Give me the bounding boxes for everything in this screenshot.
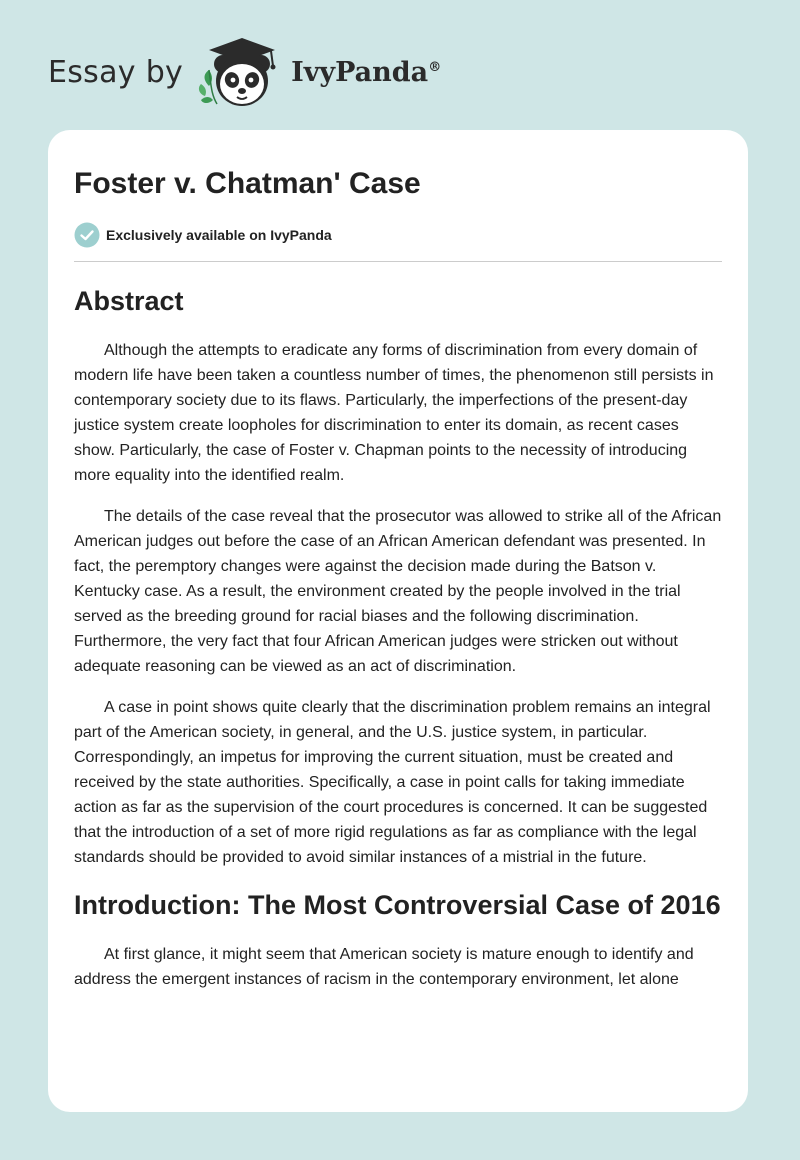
essay-card [48, 130, 748, 1112]
brand-prefix: Essay by [48, 54, 184, 90]
checkmark-circle-icon [74, 222, 100, 248]
paragraph: Although the attempts to eradicate any forms of discrimination from every domain of modern life have been taken a countless number of times, the phenomenon still persists in contemporary society due to its flaws. Particularly, the imperfections of the present-day justice system create loopholes for discrimination to enter its domain, as recent cases show. Particularly, the case of Foster v. Chapman points to the necessity of introducing more equality into the identified realm. [74, 342, 714, 484]
title-divider [74, 261, 722, 262]
paragraph: The details of the case reveal that the prosecutor was allowed to strike all of the African American judges out before the case of an African American defendant was presented. In fact, the peremptory changes were against the decision made during the Batson v. Kentucky case. As a result, the environment created by the people involved in the trial served as the breeding ground for racial biases and the following discrimination. Furthermore, the very fact that four African American judges were stricken out without adequate reasoning can be viewed as an act of discrimination. [74, 508, 722, 675]
exclusive-badge [74, 222, 722, 248]
exclusive-badge-text: Exclusively available on IvyPanda [106, 227, 332, 243]
brand-name: IvyPanda® [291, 56, 442, 88]
section-heading-abstract: Abstract [74, 286, 184, 316]
panda-logo-icon[interactable] [195, 34, 287, 110]
essay-title: Foster v. Chatman' Case [74, 167, 421, 200]
brand-header [48, 34, 441, 110]
paragraph: A case in point shows quite clearly that the discrimination problem remains an integral part of the American society, in general, and the U.S. justice system, in particular. Correspondingly, an impetus for improving the current situation, must be created and received by the state authorities. Specifically, a case in point calls for taking immediate action as far as the supervision of the court procedures is concerned. It can be suggested that the introduction of a set of more rigid regulations as far as compliance with the legal standards should be provided to avoid similar instances of a mistrial in the future. [74, 699, 711, 866]
section-heading-introduction: Introduction: The Most Controversial Case of 2016 [74, 890, 721, 920]
paragraph: At first glance, it might seem that American society is mature enough to identify and address the emergent instances of racism in the contemporary environment, let alone [74, 946, 694, 988]
